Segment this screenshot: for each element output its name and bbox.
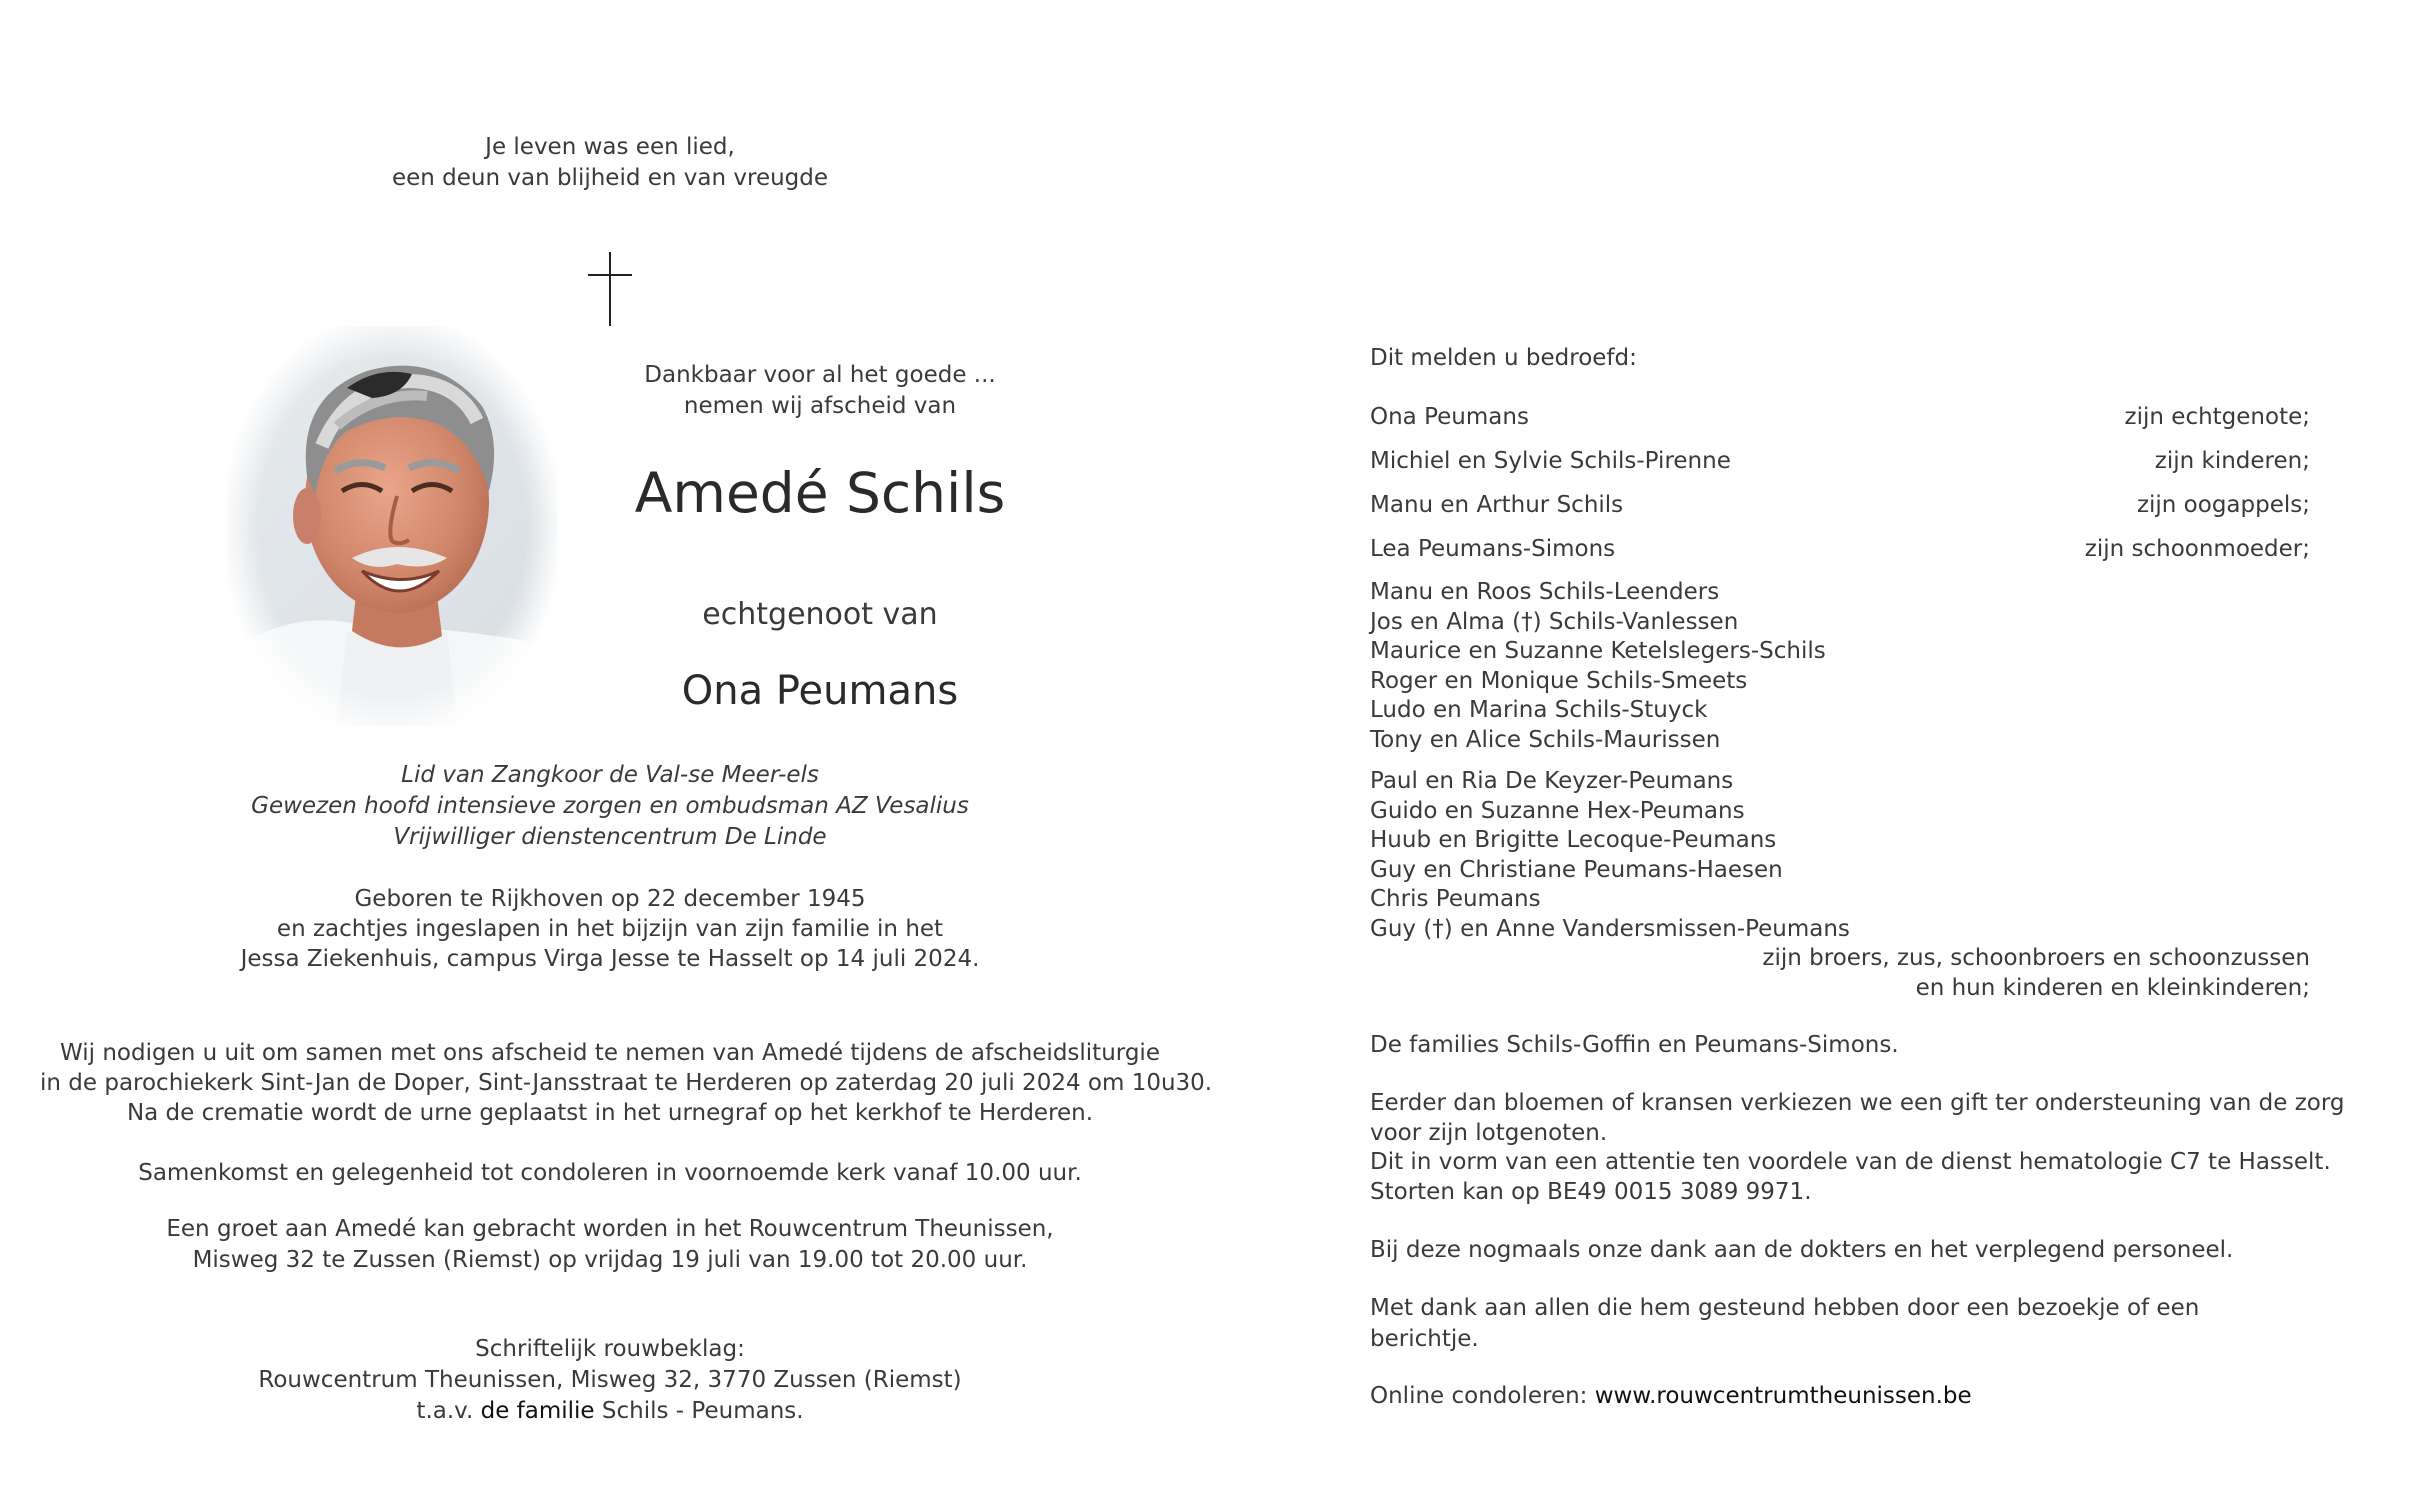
role-line: Lid van Zangkoor de Val-se Meer-els [401,762,819,788]
relative-line: Paul en Ria De Keyzer-Peumans [1370,768,1734,794]
relative-names: Michiel en Sylvie Schils-Pirenne [1370,448,1731,474]
poem-line: een deun van blijheid en van vreugde [391,165,829,191]
greeting-line: Een groet aan Amedé kan gebracht worden in het Rouwcentrum Theunissen, [166,1216,1054,1242]
relative-line: Jos en Alma (†) Schils-Vanlessen [1370,608,1739,635]
birth-line: en zachtjes ingeslapen in het bijzijn van zijn familie in het [276,916,944,942]
relative-row [1370,446,2310,477]
relative-line: Guido en Suzanne Hex-Peumans [1370,797,1745,824]
relative-line: Guy en Christiane Peumans-Haesen [1370,856,1783,883]
written-condolence [150,1334,1070,1427]
condolence-tav [150,1396,1070,1427]
condolence-heading: Schriftelijk rouwbeklag: [475,1336,745,1362]
relative-relation: zijn kinderen; [2154,448,2310,474]
portrait-photo [227,326,557,726]
relative-names: Manu en Arthur Schils [1370,492,1624,518]
invitation-line: Na de crematie wordt de urne geplaatst in het urnegraf op het kerkhof te Herderen. [126,1100,1094,1126]
relative-relation: zijn echtgenote; [2124,404,2310,430]
greeting-text [40,1214,1180,1276]
relative-row [1370,534,2310,565]
relative-line: Chris Peumans [1370,886,1541,912]
deceased-name: Amedé Schils [634,461,1006,525]
greeting-line: Misweg 32 te Zussen (Riemst) op vrijdag 19 juli van 19.00 tot 20.00 uur. [192,1247,1028,1273]
siblings-group-schils [1370,578,2310,755]
gift-line: Eerder dan bloemen of kransen verkiezen we een gift ter ondersteuning van de zorg [1370,1090,2345,1116]
relative-line: Huub en Brigitte Lecoque-Peumans [1370,827,1777,853]
relative-line: Tony en Alice Schils-Maurissen [1370,726,1721,753]
tav-family: de familie [480,1398,595,1424]
online-label: Online condoleren: [1370,1383,1588,1409]
relative-line: Manu en Roos Schils-Leenders [1370,579,1720,605]
roles-list [150,760,1070,853]
note-line: en hun kinderen en kleinkinderen; [1915,975,2310,1001]
note-line: zijn broers, zus, schoonbroers en schoonzussen [1762,945,2310,971]
poem [260,132,960,194]
intro-text [600,360,1040,422]
relative-relation: zijn schoonmoeder; [2084,536,2310,562]
birth-line: Geboren te Rijkhoven op 22 december 1945 [354,886,866,912]
intro-line: nemen wij afscheid van [683,393,957,419]
invitation-line: in de parochiekerk Sint-Jan de Doper, Sint-Jansstraat te Herderen op zaterdag 20 juli 2024 om 10u30. [40,1070,1213,1096]
gift-line: Storten kan op BE49 0015 3089 9971. [1370,1178,1812,1205]
online-condolence [1370,1381,2310,1412]
gathering-text [40,1158,1180,1188]
families-line: De families Schils-Goffin en Peumans-Simons. [1370,1032,1899,1058]
gift-line: Dit in vorm van een attentie ten voordele van de dienst hematologie C7 te Hasselt. [1370,1149,2331,1175]
spouse-of-label: echtgenoot van [702,597,938,632]
relative-names: Lea Peumans-Simons [1370,536,1616,562]
relative-line: Maurice en Suzanne Ketelslegers-Schils [1370,638,1826,664]
birth-death-info [150,884,1070,974]
gathering-line: Samenkomst en gelegenheid tot condoleren in voornoemde kerk vanaf 10.00 uur. [138,1160,1082,1186]
invitation-text [40,1038,1213,1128]
tav-prefix: t.a.v. [416,1398,474,1424]
gift-request [1370,1089,2345,1207]
thanks-all: Met dank aan allen die hem gesteund hebben door een bezoekje of een berichtje. [1370,1295,2200,1352]
intro-line: Dankbaar voor al het goede ... [644,362,996,388]
poem-line: Je leven was een lied, [485,134,735,160]
invitation-line: Wij nodigen u uit om samen met ons afscheid te nemen van Amedé tijdens de afscheidsliturgie [60,1040,1160,1066]
tav-suffix: Schils - Peumans. [601,1398,804,1424]
relative-line: Ludo en Marina Schils-Stuyck [1370,697,1708,723]
relative-row [1370,490,2310,521]
relative-row [1370,402,2310,433]
spouse-name: Ona Peumans [681,668,959,714]
birth-line: Jessa Ziekenhuis, campus Virga Jesse te Hasselt op 14 juli 2024. [240,946,980,972]
siblings-group-peumans [1370,767,2310,944]
siblings-relation-note [1370,943,2310,1003]
announcement-heading: Dit melden u bedroefd: [1370,345,1637,371]
cross-icon [588,252,632,326]
thanks-doctors: Bij deze nogmaals onze dank aan de dokters en het verplegend personeel. [1370,1237,2234,1263]
relative-names: Ona Peumans [1370,404,1529,430]
gift-line: voor zijn lotgenoten. [1370,1119,1608,1146]
relative-line: Roger en Monique Schils-Smeets [1370,667,1748,694]
online-url-link[interactable]: www.rouwcentrumtheunissen.be [1594,1383,1972,1409]
role-line: Gewezen hoofd intensieve zorgen en ombudsman AZ Vesalius [251,793,969,819]
relative-relation: zijn oogappels; [2136,492,2310,518]
role-line: Vrijwilliger dienstencentrum De Linde [393,824,827,850]
relative-line: Guy (†) en Anne Vandersmissen-Peumans [1370,915,1850,942]
condolence-address: Rouwcentrum Theunissen, Misweg 32, 3770 Zussen (Riemst) [258,1367,962,1393]
